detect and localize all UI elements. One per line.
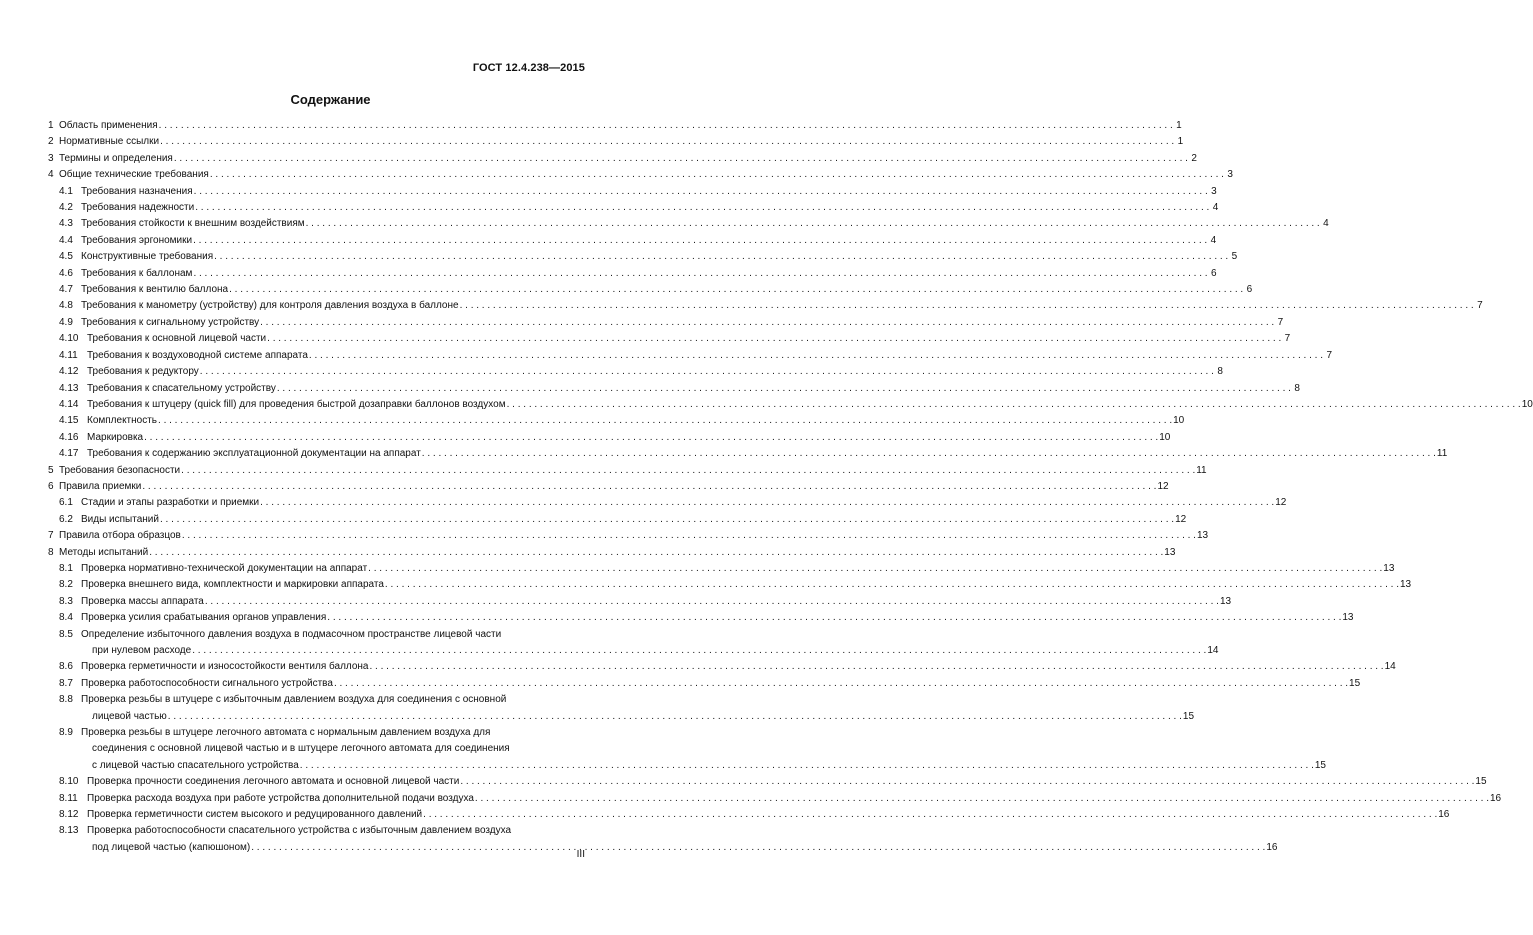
toc-leader (423, 807, 1437, 823)
toc-entry[interactable] (48, 823, 1278, 856)
toc-leader (306, 216, 1320, 232)
toc-number: 8.8 (59, 694, 73, 706)
toc-entry[interactable] (48, 331, 1291, 347)
toc-number: 4.1 (59, 185, 73, 197)
toc-entry[interactable] (48, 561, 1395, 577)
toc-entry[interactable] (48, 134, 1184, 150)
toc-leader (210, 167, 1224, 183)
toc-leader (334, 676, 1348, 692)
toc-leader (144, 430, 1158, 446)
toc-number: 8.5 (59, 628, 73, 640)
toc-title: Требования к штуцеру (quick fill) для проведения быстрой дозаправки баллонов воздухом (87, 398, 506, 410)
toc-number: 4.7 (59, 284, 73, 296)
toc-page: 1 (1176, 120, 1182, 131)
toc-page: 3 (1227, 169, 1233, 181)
toc-title: Проверка резьбы в штуцере легочного автомата с нормальным давлением воздуха для (81, 727, 491, 739)
toc-title-continued: лицевой частью (92, 710, 167, 722)
toc-page: 12 (1175, 513, 1187, 525)
toc-leader (205, 594, 1219, 610)
toc-title: Общие технические требования (59, 169, 209, 181)
toc-title: Комплектность (87, 415, 158, 427)
toc-page: 6 (1210, 267, 1217, 279)
toc-number: 8.12 (59, 809, 79, 821)
toc-leader (149, 545, 1163, 561)
toc-leader (460, 298, 1474, 314)
toc-entry[interactable] (48, 495, 1287, 511)
toc-number: 4 (48, 169, 54, 181)
toc-title-continued: с лицевой частью спасательного устройства (92, 759, 299, 771)
toc-number: 4.11 (59, 349, 78, 361)
toc-page: 3 (1211, 185, 1217, 197)
toc-leader (159, 118, 1173, 134)
toc-title: Область применения (59, 120, 158, 131)
toc-title: Проверка усилия срабатывания органов управления (81, 612, 327, 624)
toc-page: 15 (1349, 677, 1361, 689)
toc-leader (193, 233, 1207, 249)
toc-leader (192, 643, 1206, 659)
toc-title: Определение избыточного давления воздуха в подмасочном пространстве лицевой части (81, 628, 502, 640)
toc-title-continued: соединения с основной лицевой частью и в штуцере легочного автомата для соединения (92, 743, 510, 755)
toc-title: Проверка прочности соединения легочного автомата и основной лицевой части (87, 776, 460, 788)
toc-entry[interactable] (48, 298, 1483, 314)
toc-number: 6 (48, 480, 54, 492)
toc-entry[interactable] (48, 545, 1176, 561)
toc-leader (327, 610, 1341, 626)
toc-entry[interactable] (48, 791, 1502, 807)
toc-title: Проверка работоспособности сигнального устройства (81, 677, 333, 689)
toc-title: Требования стойкости к внешним воздействиям (81, 218, 305, 230)
toc-page: 15 (1182, 710, 1195, 722)
toc-title: Проверка нормативно-технической документации на аппарат (81, 562, 368, 574)
toc-entry[interactable] (48, 266, 1217, 282)
toc-leader (214, 249, 1228, 265)
toc-page: 4 (1212, 202, 1219, 214)
toc-title: Требования к основной лицевой части (87, 333, 267, 345)
toc-number: 4.8 (59, 300, 73, 312)
toc-number: 4.13 (59, 382, 79, 394)
toc-entry[interactable] (48, 381, 1300, 397)
toc-page: 7 (1477, 300, 1483, 312)
toc-page: 13 (1342, 612, 1354, 624)
toc-title: Требования безопасности (59, 464, 181, 476)
toc-leader (260, 315, 1274, 331)
toc-title-continued: при нулевом расходе (92, 645, 192, 656)
toc-number: 8.9 (59, 727, 73, 739)
toc-page: 10 (1159, 431, 1171, 443)
toc-entry[interactable] (48, 594, 1232, 610)
toc-page: 11 (1196, 464, 1207, 476)
toc-entry[interactable] (48, 151, 1197, 167)
toc-number: 4.14 (59, 398, 79, 410)
toc-entry[interactable] (48, 249, 1238, 265)
toc-entry[interactable] (48, 315, 1284, 331)
toc-leader (174, 151, 1188, 167)
toc-page: 15 (1475, 776, 1487, 788)
toc-title: Требования к манометру (устройству) для контроля давления воздуха в баллоне (81, 300, 459, 312)
toc-entry[interactable] (48, 446, 1448, 462)
toc-leader (277, 381, 1291, 397)
toc-page: 13 (1400, 579, 1412, 591)
toc-page: 7 (1277, 316, 1284, 328)
toc-title: Проверка расхода воздуха при работе устройства дополнительной подачи воздуха (87, 792, 474, 804)
toc-title: Маркировка (87, 431, 144, 443)
toc-page: 12 (1157, 480, 1169, 492)
toc-entry[interactable] (48, 413, 1185, 429)
toc-leader (229, 282, 1243, 298)
toc-number: 4.16 (59, 431, 79, 443)
toc-number: 4.9 (59, 316, 73, 328)
toc-page: 14 (1207, 645, 1219, 656)
toc-number: 4.17 (59, 448, 79, 460)
toc-leader (422, 446, 1436, 462)
toc-entry[interactable] (48, 364, 1223, 380)
toc-entry[interactable] (48, 200, 1219, 216)
toc-number: 4.3 (59, 218, 73, 230)
toc-leader (160, 512, 1174, 528)
toc-entry[interactable] (48, 692, 1195, 725)
toc-page: 7 (1326, 349, 1332, 361)
toc-number: 8.10 (59, 776, 79, 788)
table-of-contents (48, 118, 1533, 856)
toc-page: 8 (1217, 366, 1223, 378)
toc-page: 13 (1219, 595, 1232, 607)
toc-leader (267, 331, 1281, 347)
toc-page: 16 (1490, 792, 1502, 804)
toc-leader (194, 184, 1208, 200)
toc-entry[interactable] (48, 512, 1187, 528)
toc-number: 4.12 (59, 366, 79, 378)
page-number: III (576, 849, 585, 860)
toc-title: Проверка внешнего вида, комплектности и маркировки аппарата (81, 579, 384, 591)
toc-entry[interactable] (48, 282, 1253, 298)
toc-number: 8.3 (59, 595, 73, 607)
toc-entry[interactable] (48, 676, 1361, 692)
toc-title: Термины и определения (59, 152, 173, 164)
toc-number: 6.1 (59, 497, 73, 509)
toc-title: Нормативные ссылки (59, 136, 160, 148)
toc-title: Требования к спасательному устройству (87, 382, 276, 394)
toc-leader (168, 709, 1182, 725)
toc-leader (385, 577, 1399, 593)
toc-title: Виды испытаний (81, 513, 159, 525)
toc-entry[interactable] (48, 725, 1326, 774)
toc-title: Требования к вентилю баллона (81, 284, 229, 296)
toc-leader (193, 266, 1207, 282)
toc-entry[interactable] (48, 167, 1233, 183)
toc-entry[interactable] (48, 577, 1412, 593)
toc-entry[interactable] (48, 397, 1533, 413)
toc-entry[interactable] (48, 807, 1450, 823)
toc-title: Проверка работоспособности спасательного устройства с избыточным давлением воздуха (87, 825, 512, 837)
toc-title: Требования надежности (81, 202, 195, 214)
toc-page: 5 (1231, 251, 1238, 263)
toc-entry[interactable] (48, 627, 1219, 660)
toc-title: Проверка резьбы в штуцере с избыточным давлением воздуха для соединения с основной (81, 694, 507, 706)
toc-entry[interactable] (48, 610, 1354, 626)
toc-title: Правила приемки (59, 480, 142, 492)
toc-entry[interactable] (48, 479, 1169, 495)
toc-number: 1 (48, 120, 54, 131)
toc-entry[interactable] (48, 528, 1209, 544)
toc-leader (475, 791, 1489, 807)
toc-leader (182, 528, 1196, 544)
toc-page: 4 (1210, 234, 1217, 246)
toc-leader (160, 134, 1174, 150)
toc-title: Требования к редуктору (87, 366, 199, 378)
toc-title: Требования к сигнальному устройству (81, 316, 260, 328)
toc-number: 8.7 (59, 677, 73, 689)
toc-leader (158, 413, 1172, 429)
toc-number: 8.11 (59, 792, 78, 804)
toc-number: 4.10 (59, 333, 79, 345)
toc-leader (507, 397, 1521, 413)
toc-page: 13 (1164, 546, 1176, 558)
toc-page: 10 (1173, 415, 1185, 427)
toc-title: Проверка массы аппарата (81, 595, 204, 607)
toc-number: 6.2 (59, 513, 73, 525)
toc-leader (309, 348, 1323, 364)
toc-number: 4.2 (59, 202, 73, 214)
toc-entry[interactable] (48, 233, 1217, 249)
toc-number: 2 (48, 136, 54, 148)
toc-page: 15 (1314, 759, 1326, 771)
toc-title: Методы испытаний (59, 546, 149, 558)
toc-title: Требования назначения (81, 185, 193, 197)
toc-title: Конструктивные требования (81, 251, 214, 263)
toc-number: 4.6 (59, 267, 73, 279)
toc-title: Правила отбора образцов (59, 530, 181, 542)
toc-number: 8 (48, 546, 54, 558)
toc-number: 8.2 (59, 579, 73, 591)
toc-entry[interactable] (48, 774, 1487, 790)
toc-number: 8.6 (59, 661, 73, 673)
toc-title: Требования к баллонам (81, 267, 193, 279)
toc-leader (370, 659, 1384, 675)
toc-leader (368, 561, 1382, 577)
toc-page: 16 (1266, 841, 1278, 853)
toc-leader (300, 758, 1314, 774)
toc-title: Требования к воздуховодной системе аппарата (87, 349, 308, 361)
page-title: Содержание (290, 92, 371, 107)
toc-page: 4 (1323, 218, 1329, 230)
toc-page: 11 (1436, 448, 1448, 460)
toc-entry[interactable] (48, 118, 1182, 134)
toc-title: Требования эргономики (81, 234, 193, 246)
toc-number: 8.4 (59, 612, 73, 624)
toc-number: 4.4 (59, 234, 73, 246)
toc-entry[interactable] (48, 430, 1171, 446)
toc-page: 2 (1191, 152, 1197, 164)
toc-page: 12 (1275, 497, 1287, 509)
toc-number: 5 (48, 464, 54, 476)
toc-page: 8 (1294, 382, 1300, 394)
document-code: ГОСТ 12.4.238—2015 (472, 62, 585, 74)
toc-number: 7 (48, 530, 54, 542)
toc-entry[interactable] (48, 216, 1329, 232)
toc-entry[interactable] (48, 348, 1332, 364)
toc-number: 8.13 (59, 825, 79, 837)
toc-number: 8.1 (59, 562, 73, 574)
toc-leader (195, 200, 1209, 216)
toc-leader (251, 840, 1265, 856)
toc-title-continued: под лицевой частью (капюшоном) (92, 841, 251, 853)
toc-number: 4.15 (59, 415, 79, 427)
toc-leader (200, 364, 1214, 380)
toc-title: Требования к содержанию эксплуатационной документации на аппарат (87, 448, 421, 460)
toc-page: 10 (1521, 398, 1533, 410)
toc-page: 13 (1383, 562, 1395, 574)
toc-leader (142, 479, 1156, 495)
toc-number: 4.5 (59, 251, 73, 263)
toc-number: 3 (48, 152, 54, 164)
toc-leader (181, 463, 1195, 479)
toc-leader (460, 774, 1474, 790)
toc-page: 13 (1196, 530, 1209, 542)
toc-entry[interactable] (48, 463, 1207, 479)
toc-entry[interactable] (48, 184, 1217, 200)
toc-leader (260, 495, 1274, 511)
toc-page: 1 (1177, 136, 1184, 148)
toc-title: Стадии и этапы разработки и приемки (81, 497, 260, 509)
toc-title: Проверка герметичности систем высокого и редуцированного давлений (87, 809, 423, 821)
toc-page: 16 (1438, 809, 1450, 821)
toc-title: Проверка герметичности и износостойкости вентиля баллона (81, 661, 369, 673)
toc-page: 14 (1384, 661, 1396, 673)
toc-page: 7 (1284, 333, 1291, 345)
toc-page: 6 (1246, 284, 1253, 296)
toc-entry[interactable] (48, 659, 1396, 675)
